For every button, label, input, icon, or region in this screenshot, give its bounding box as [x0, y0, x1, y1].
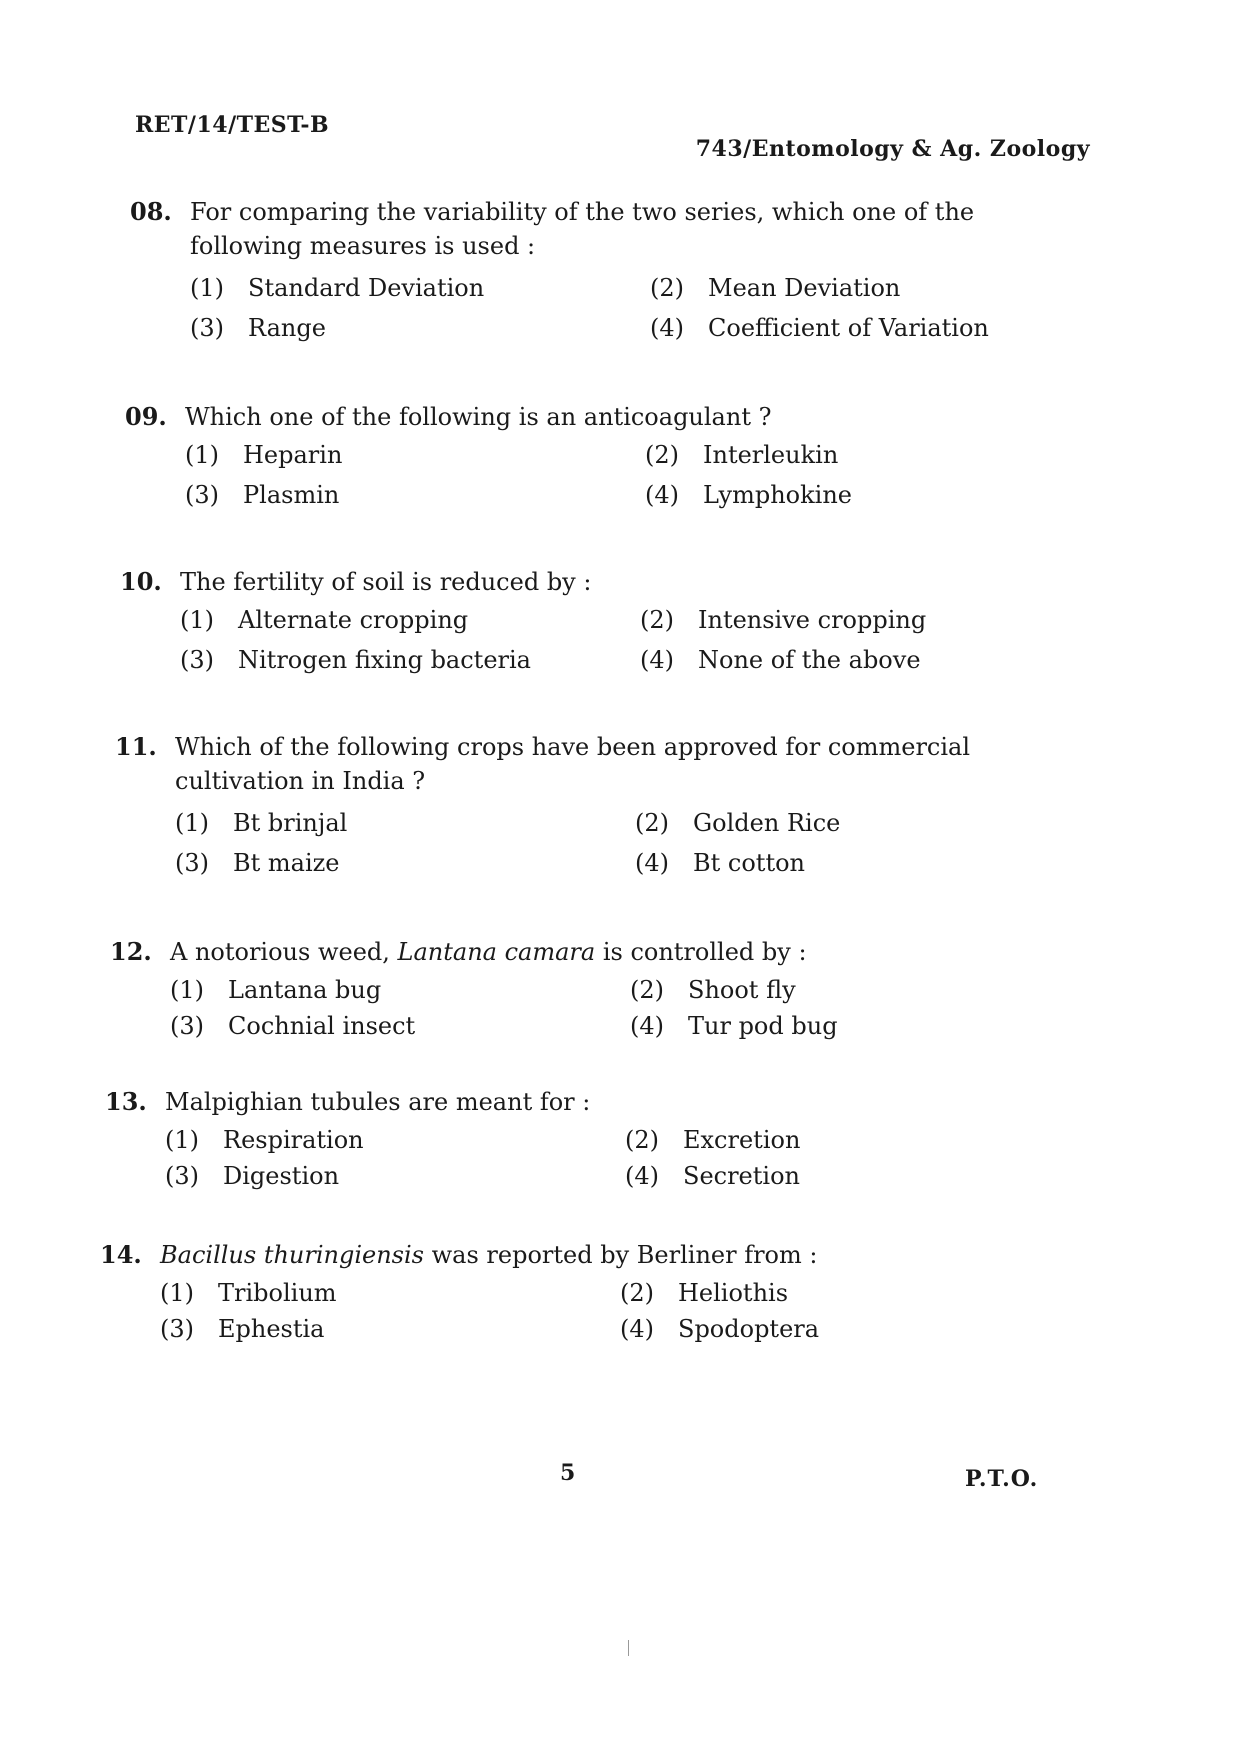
question-text: For comparing the variability of the two series, which one of the following measures is used : [190, 198, 975, 260]
option-2: (2) Excretion [625, 1126, 801, 1154]
option-4: (4) Spodoptera [620, 1315, 820, 1343]
question-09 [0, 400, 1240, 512]
option-1: (1) Alternate cropping [180, 606, 469, 634]
option-1: (1) Heparin [185, 441, 343, 469]
species-name: Lantana camara [397, 938, 596, 966]
question-stem [105, 1085, 1065, 1119]
subject-title: 743/Entomology & Ag. Zoology [695, 136, 1090, 162]
question-text: Which of the following crops have been approved for commercial cultivation in India ? [175, 733, 971, 795]
option-3: (3) Ephestia [160, 1315, 325, 1343]
option-4: (4) Bt cotton [635, 849, 805, 877]
option-4: (4) Coefficient of Variation [650, 314, 989, 342]
option-1: (1) Bt brinjal [175, 809, 348, 837]
question-text-after: is controlled by : [595, 938, 807, 966]
question-stem [115, 730, 1075, 798]
question-10 [0, 565, 1240, 677]
scan-mark [628, 1640, 629, 1656]
question-number: 14. [100, 1240, 142, 1269]
option-3: (3) Bt maize [175, 849, 340, 877]
question-number: 13. [105, 1087, 147, 1116]
option-3: (3) Plasmin [185, 481, 340, 509]
question-08 [0, 195, 1240, 345]
option-4: (4) None of the above [640, 646, 921, 674]
option-4: (4) Tur pod bug [630, 1012, 838, 1040]
question-number: 10. [120, 567, 162, 596]
question-number: 11. [115, 732, 157, 761]
question-stem [130, 195, 1090, 263]
question-text: Malpighian tubules are meant for : [165, 1088, 591, 1116]
option-4: (4) Secretion [625, 1162, 800, 1190]
question-number: 12. [110, 937, 152, 966]
question-12 [0, 935, 1240, 1043]
option-3: (3) Nitrogen fixing bacteria [180, 646, 531, 674]
option-2: (2) Mean Deviation [650, 274, 901, 302]
page-number: 5 [560, 1460, 576, 1486]
option-1: (1) Lantana bug [170, 976, 382, 1004]
option-2: (2) Intensive cropping [640, 606, 927, 634]
question-stem [110, 935, 1070, 969]
option-1: (1) Respiration [165, 1126, 364, 1154]
paper-code: RET/14/TEST-B [135, 112, 330, 138]
question-11 [0, 730, 1240, 880]
question-number: 08. [130, 197, 172, 226]
question-text: The fertility of soil is reduced by : [180, 568, 592, 596]
question-text-after: was reported by Berliner from : [424, 1241, 818, 1269]
option-3: (3) Range [190, 314, 326, 342]
question-14 [0, 1238, 1240, 1346]
question-text-before: A notorious weed, [170, 938, 398, 966]
question-stem [125, 400, 1085, 434]
question-stem [120, 565, 1080, 599]
option-2: (2) Heliothis [620, 1279, 789, 1307]
question-stem [100, 1238, 1060, 1272]
option-2: (2) Shoot fly [630, 976, 796, 1004]
question-13 [0, 1085, 1240, 1193]
option-4: (4) Lymphokine [645, 481, 852, 509]
pto-label: P.T.O. [965, 1466, 1039, 1492]
species-name: Bacillus thuringiensis [160, 1241, 424, 1269]
option-1: (1) Tribolium [160, 1279, 337, 1307]
option-1: (1) Standard Deviation [190, 274, 485, 302]
option-2: (2) Interleukin [645, 441, 839, 469]
option-3: (3) Digestion [165, 1162, 340, 1190]
option-3: (3) Cochnial insect [170, 1012, 416, 1040]
option-2: (2) Golden Rice [635, 809, 841, 837]
question-number: 09. [125, 402, 167, 431]
question-text: Which one of the following is an anticoagulant ? [185, 403, 772, 431]
